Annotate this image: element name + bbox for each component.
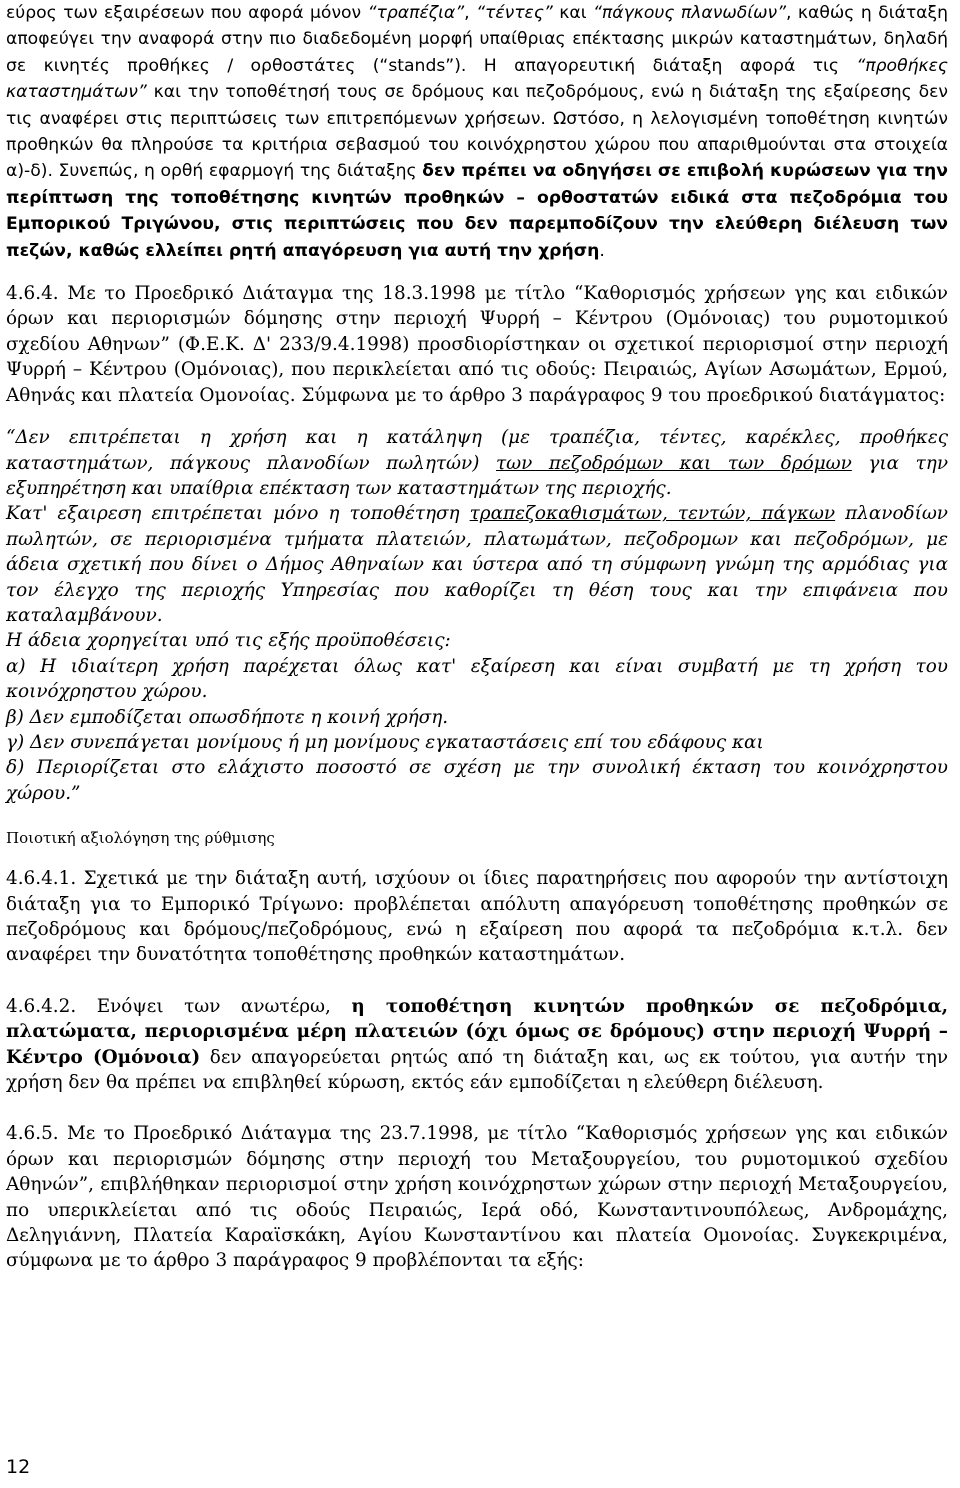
text-run: εύρος των εξαιρέσεων που αφορά μόνον — [6, 3, 368, 23]
quoted-term-tables: “τραπέζια” — [367, 3, 465, 23]
paragraph-4-6-5 — [6, 1121, 948, 1273]
underlined-phrase: των πεζοδρόμων και των δρόμων — [495, 452, 852, 474]
text-run: . — [599, 240, 605, 261]
quote-condition-b: β) Δεν εμποδίζεται οπωσδήποτε η κοινή χρήση. — [6, 706, 449, 728]
text-run: 4.6.5. Με το Προεδρικό Διάταγμα της 23.7.1998, με τίτλο “Καθορισμός χρήσεων γης και ειδικών όρων και περιορισμών δόμησης στην περιοχή του Μεταξουργείου, του ρυμοτομικού σχεδίου Αθηνών”, επιβλήθηκαν περιορισμοί στην χρήση κοινόχρηστων χώρων στην περιοχή Μεταξουργείου, πο υπερικλείεται από τις οδούς Πειραιώς, Ιερά οδό, Κωνσταντινουπόλεως, Ανδρομάχης, Δεληγιάννη, Πλατεία Καραϊσκάκη, Αγίου Κωνσταντίνου και πλατεία Ομονοίας. Συγκεκριμένα, σύμφωνα με το άρθρο 3 παράγραφος 9 προβλέπονται τα εξής: — [6, 1123, 948, 1272]
text-run: για την εξυπηρέτηση και υπαίθρια επέκταση των καταστημάτων της περιοχής. — [6, 452, 948, 499]
quoted-term-shop-displays: “προθήκες καταστημάτων” — [6, 55, 948, 103]
text-run: δεν απαγορεύεται ρητώς από τη διάταξη και, ως εκ τούτου, για αυτήν την χρήση δεν θα πρέπει να επιβληθεί κύρωση, εκτός εάν εμποδίζεται η ελεύθερη διέλευση. — [6, 1046, 949, 1094]
paragraph-4-6-4-1 — [6, 866, 948, 968]
text-run: 4.6.4.2. Ενόψει των ανωτέρω, — [6, 995, 352, 1017]
text-run: , καθώς η διάταξη αποφεύγει την αναφορά στην πιο διαδεδομένη μορφή υπαίθριας επέκτασης μικρών καταστημάτων, δηλαδή σε κινητές προθήκες / ορθοστάτες (“stands”). Η απαγορευτική διάταξη αφορά τις — [6, 3, 948, 76]
quote-exception — [6, 501, 948, 628]
text-run: 4.6.4.1. Σχετικά με την διάταξη αυτή, ισχύουν οι ίδιες παρατηρήσεις που αφορούν την αντίστοιχη διάταξη για το Εμπορικό Τρίγωνο: προβλέπεται απόλυτη απαγόρευση τοποθέτησης προθηκών σε πεζοδρόμους και δρόμους/πεζοδρόμους, ενώ η εξαίρεση που αφορά τα πεζοδρόμια κ.τ.λ. δεν αναφέρει την δυνατότητα τοποθέτησης προθηκών καταστημάτων. — [6, 868, 948, 966]
text-run: και — [552, 3, 594, 23]
section-heading: Ποιοτική αξιολόγηση της ρύθμισης — [6, 829, 275, 848]
quote-prohibition — [6, 425, 948, 501]
paragraph-exceptions-scope — [6, 0, 948, 264]
quoted-term-stalls: “πάγκους πλανωδίων” — [593, 3, 786, 23]
paragraph-4-6-4 — [6, 281, 948, 408]
text-run: πλανοδίων πωλητών, σε περιορισμένα τμήματα πλατειών, πλατωμάτων, πεζοδρομων και πεζοδρόμων, με άδεια σχετική που δίνει ο Δήμος Αθηναίων και ύστερα από τη σύμφωνη γνώμη της αρμόδιας για τον έλεγχο της περιοχής Υπηρεσίας που καθορίζει τη θέση τους και την επιφάνεια που καταλαμβάνουν. — [6, 503, 948, 626]
document-page — [6, 0, 948, 1274]
quote-condition-a: α) Η ιδιαίτερη χρήση παρέχεται όλως κατ' εξαίρεση και είναι συμβατή με τη χρήση του κοινόχρηστου χώρου. — [6, 655, 948, 703]
bold-conclusion: δεν πρέπει να οδηγήσει σε επιβολή κυρώσεων για την περίπτωση της τοποθέτησης κινητών προθηκών – ορθοστατών ειδικά στα πεζοδρόμια του Εμπορικού Τριγώνου, στις περιπτώσεις που δεν παρεμποδίζουν την ελεύθερη διέλευση των πεζών, καθώς ελλείπει ρητή απαγόρευση για αυτή την χρήση — [6, 161, 948, 261]
text-run: 4.6.4. Με το Προεδρικό Διάταγμα της 18.3.1998 με τίτλο “Καθορισμός χρήσεων γης και ειδικών όρων και περιορισμών δόμησης στην περιοχή Ψυρρή – Κέντρου (Ομόνοιας) του ρυμοτομικού σχεδίου Αθηνων” (Φ.Ε.Κ. Δ' 233/9.4.1998) προσδιορίστηκαν οι σχετικοί περιορισμοί στην περιοχή Ψυρρή – Κέντρου (Ομόνοιας), που περικλείεται από τις οδούς: Πειραιώς, Αγίων Ασωμάτων, Ερμού, Αθηνάς και πλατεία Ομονοίας. Σύμφωνα με το άρθρο 3 παράγραφος 9 του προεδρικού διατάγματος: — [6, 283, 948, 406]
underlined-phrase: τραπεζοκαθισμάτων, τεντών, πάγκων — [469, 503, 836, 525]
quote-condition-d: δ) Περιορίζεται στο ελάχιστο ποσοστό σε σχέση με την συνολική έκταση του κοινόχρηστου χώρου.” — [6, 757, 948, 804]
quote-conditions-intro: Η άδεια χορηγείται υπό τις εξής προϋποθέσεις: — [6, 630, 451, 652]
bold-statement: η τοποθέτηση κινητών προθηκών σε πεζοδρόμια, πλατώματα, περιορισμένα μέρη πλατειών (όχι όμως σε δρόμους) στην περιοχή Ψυρρή – Κέντρο (Ομόνοια) — [6, 995, 948, 1068]
paragraph-4-6-4-2 — [6, 994, 948, 1096]
text-run: , — [464, 3, 477, 23]
text-run: “Δεν επιτρέπεται η χρήση και η κατάληψη (με τραπέζια, τέντες, καρέκλες, προθήκες καταστημάτων, πάγκους πλανοδίων πωλητών) — [6, 427, 948, 474]
quoted-term-awnings: “τέντες” — [476, 3, 553, 23]
text-run: Κατ' εξαιρεση επιτρέπεται μόνο η τοποθέτηση — [6, 503, 470, 525]
decree-quote — [6, 425, 948, 806]
quote-condition-c: γ) Δεν συνεπάγεται μονίμους ή μη μονίμους εγκαταστάσεις επί του εδάφους και — [6, 731, 764, 753]
text-run: και την τοποθέτησή τους σε δρόμους και πεζοδρόμους, ενώ η διάταξη της εξαίρεσης δεν τις αναφέρει στις περιπτώσεις των επιτρεπόμενων χρήσεων. Ωστόσο, η λελογισμένη τοποθέτηση κινητών προθηκών θα πληρούσε τα κριτήρια σεβασμού του κοινόχρηστου χώρου που απαριθμούνται στα στοιχεία α)-δ). Συνεπώς, η ορθή εφαρμογή της διάταξης — [6, 82, 948, 182]
page-number: 12 — [6, 1456, 31, 1478]
